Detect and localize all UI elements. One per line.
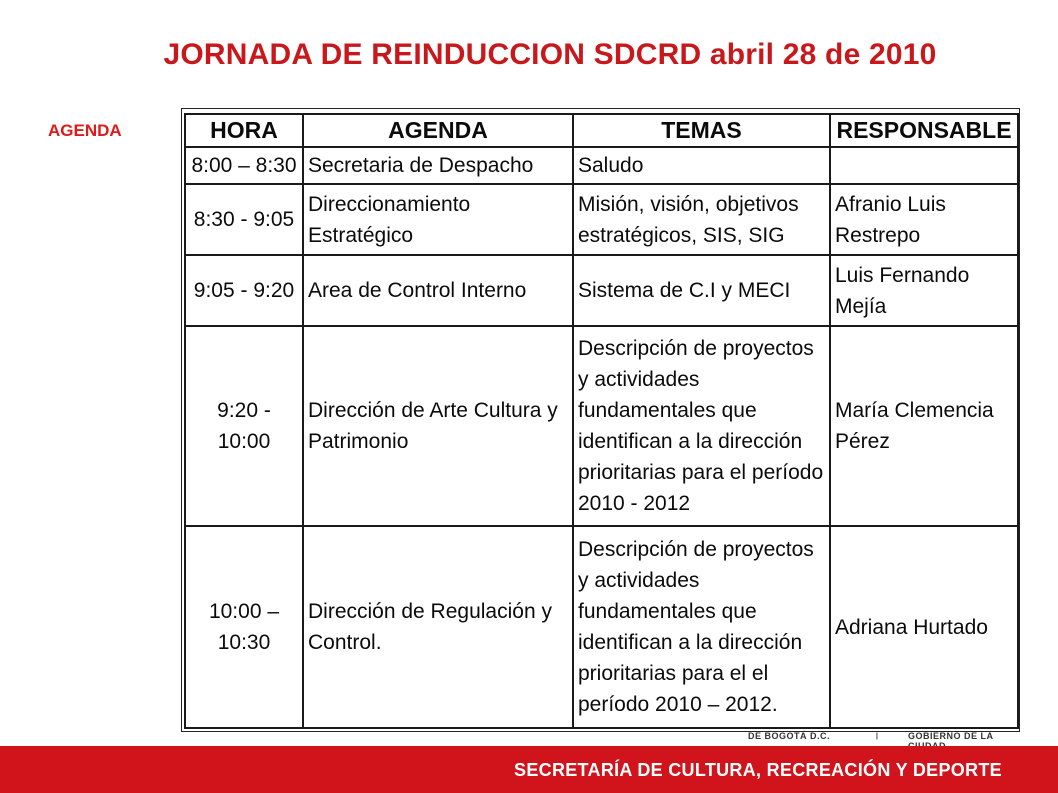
cell-agenda: Secretaria de Despacho — [303, 147, 573, 184]
page-title: JORNADA DE REINDUCCION SDCRD abril 28 de 2010 — [163, 38, 937, 71]
cell-temas: Descripción de proyectos y actividades fundamentales que identifican a la dirección prioritarias para el el período 2010 – 2012. — [573, 526, 830, 728]
cell-hora: 9:20 - 10:00 — [185, 326, 303, 526]
cell-responsable — [830, 147, 1018, 184]
cell-agenda: Dirección de Regulación y Control. — [303, 526, 573, 728]
cell-hora: 9:05 - 9:20 — [185, 255, 303, 326]
logo-text-gobierno: GOBIERNO DE LA — [908, 731, 994, 741]
cell-responsable: María Clemencia Pérez — [830, 326, 1018, 526]
table-row — [185, 147, 1018, 184]
footer-text: SECRETARÍA DE CULTURA, RECREACIÓN Y DEPORTE — [514, 760, 1002, 780]
agenda-label: AGENDA — [48, 121, 122, 140]
column-header-temas: TEMAS — [573, 114, 830, 147]
logo-strip — [748, 731, 1008, 741]
table-header-row — [185, 114, 1018, 147]
table-row — [185, 326, 1018, 526]
cell-responsable: Adriana Hurtado — [830, 526, 1018, 728]
column-header-responsable: RESPONSABLE — [830, 114, 1018, 147]
cell-temas: Descripción de proyectos y actividades fundamentales que identifican a la dirección prioritarias para el período 2010 - 2012 — [573, 326, 830, 526]
column-header-agenda: AGENDA — [303, 114, 573, 147]
cell-hora: 8:30 - 9:05 — [185, 184, 303, 255]
footer-bar — [0, 746, 1058, 793]
cell-temas: Misión, visión, objetivos estratégicos, SIS, SIG — [573, 184, 830, 255]
cell-responsable: Luis Fernando Mejía — [830, 255, 1018, 326]
agenda-table-image — [181, 108, 1020, 732]
logo-divider: | — [876, 733, 879, 740]
cell-temas: Sistema de C.I y MECI — [573, 255, 830, 326]
cell-agenda: Area de Control Interno — [303, 255, 573, 326]
column-header-hora: HORA — [185, 114, 303, 147]
cell-hora: 8:00 – 8:30 — [185, 147, 303, 184]
cell-hora: 10:00 – 10:30 — [185, 526, 303, 728]
cell-responsable: Afranio Luis Restrepo — [830, 184, 1018, 255]
cell-temas: Saludo — [573, 147, 830, 184]
table-row — [185, 255, 1018, 326]
table-row — [185, 526, 1018, 728]
table-row — [185, 184, 1018, 255]
agenda-table — [184, 113, 1019, 729]
cell-agenda: Direccionamiento Estratégico — [303, 184, 573, 255]
cell-agenda: Dirección de Arte Cultura y Patrimonio — [303, 326, 573, 526]
logo-text-bogota: DE BOGOTÁ D.C. — [748, 731, 831, 741]
